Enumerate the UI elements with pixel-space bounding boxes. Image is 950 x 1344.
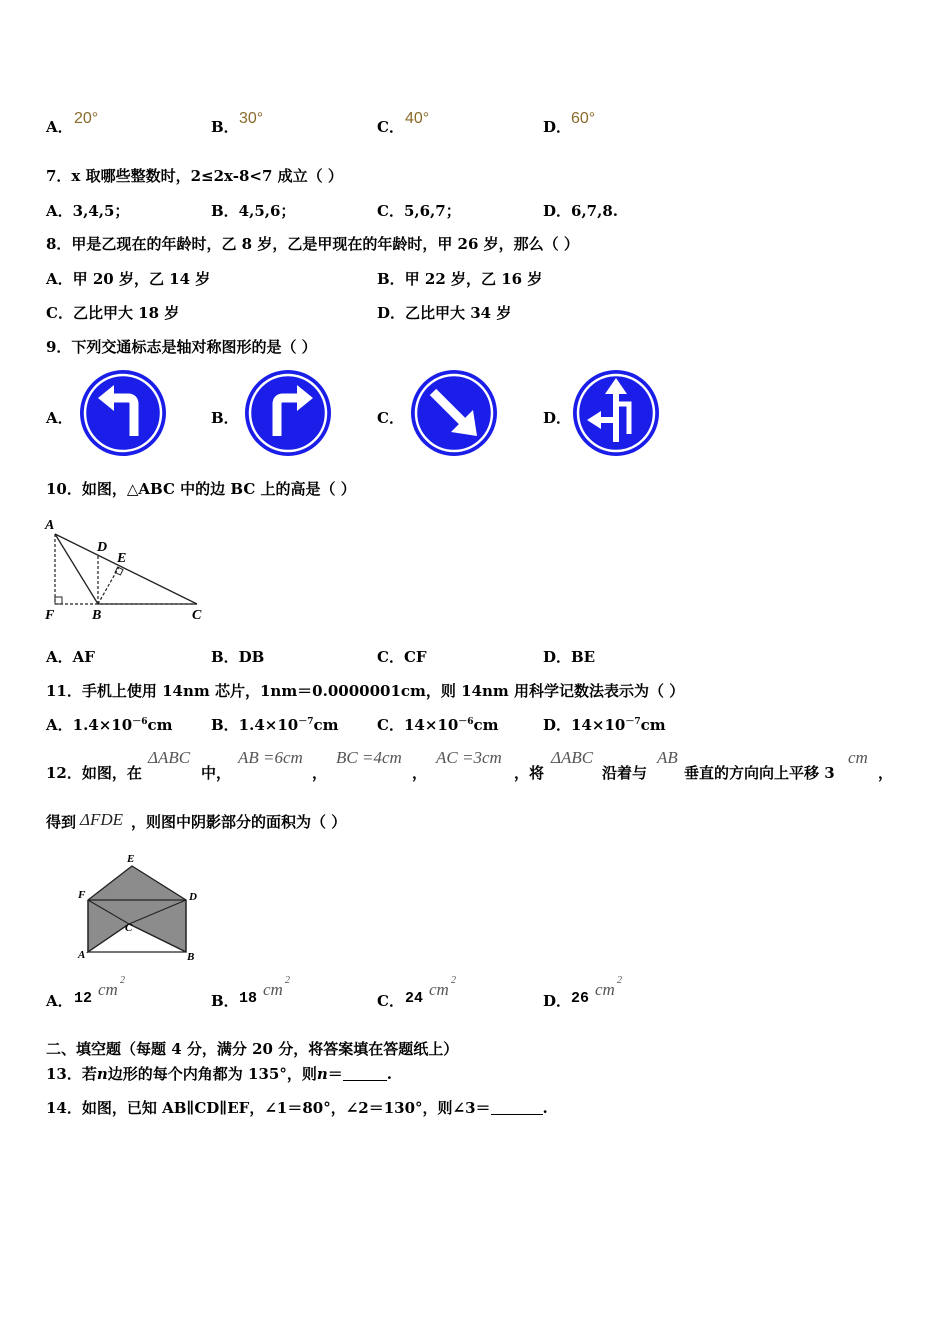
turn-left-sign-icon [78, 368, 168, 458]
q9-letter-d: D． [543, 409, 572, 427]
q6-option-d-value: 60° [571, 110, 596, 127]
q9-letter-b: B． [211, 409, 239, 427]
q13-answer-blank[interactable] [343, 1066, 387, 1081]
q12-tri-abc: ΔABC [148, 748, 191, 767]
section-title: 二、填空题（每题 4 分，满分 20 分，将答案填在答题纸上） [46, 1040, 459, 1058]
q13-stem: 13．若n边形的每个内角都为 135°，则n＝ . [46, 1065, 392, 1083]
q14-answer-blank[interactable] [491, 1100, 543, 1115]
q14-stem: 14．如图，已知 AB∥CD∥EF，∠1＝80°，∠2＝130°，则∠3＝ . [46, 1099, 548, 1117]
q8-stem: 8．甲是乙现在的年龄时，乙 8 岁，乙是甲现在的年龄时，甲 26 岁，那么（ ） [46, 235, 579, 253]
q12-label-f: F [78, 889, 86, 901]
q6-option-b-letter: B． [211, 118, 239, 136]
q10-option-d: D．BE [543, 648, 596, 666]
q6-option-c-value: 40° [405, 110, 430, 127]
q10-label-f: F [45, 608, 55, 623]
q12-cm-unit: cm [848, 748, 868, 767]
q7-option-b: B．4,5,6； [211, 202, 296, 220]
q10-label-e: E [117, 551, 127, 566]
q7-option-d: D．6,7,8. [543, 202, 618, 220]
q11-option-b: B．$1.4\times 10^{-7}cm$ [211, 716, 339, 734]
q11-stem: 11．手机上使用 14nm 芯片，1nm＝0.0000001cm，则 14nm 用科学记数法表示为（ ） [46, 682, 685, 700]
q12-label-e: E [127, 853, 135, 865]
q9-letter-c: C． [377, 409, 404, 427]
q12-bc-length: BC =4cm [336, 748, 402, 767]
q6-option-d-letter: D． [543, 118, 572, 136]
q8-option-c: C．乙比甲大 18 岁 [46, 304, 180, 322]
straight-or-left-sign-icon [571, 368, 661, 458]
q12-label-d: D [189, 891, 197, 903]
q9-letter-a: A． [46, 409, 73, 427]
q12-tri-fde: ΔFDE [80, 810, 124, 829]
q10-label-b: B [92, 608, 102, 623]
q10-stem: 10．如图，△ABC 中的边 BC 上的高是（ ） [46, 480, 356, 498]
turn-right-sign-icon [243, 368, 333, 458]
q12-ab-ref: AB [657, 748, 678, 767]
q12-translation-figure [72, 850, 212, 965]
q12-ab-length: AB =6cm [238, 748, 303, 767]
q7-option-c: C．5,6,7； [377, 202, 461, 220]
q11-option-c: C．$14\times 10^{-6}cm$ [377, 716, 499, 734]
q10-label-d: D [97, 540, 108, 555]
q12-ac-length: AC =3cm [436, 748, 502, 767]
q12-label-a: A [78, 949, 86, 961]
q10-option-c: C．CF [377, 648, 427, 666]
q11-option-d: D．$14\times 10^{-7}cm$ [543, 716, 666, 734]
q12-label-c: C [125, 922, 133, 934]
diagonal-arrow-sign-icon [409, 368, 499, 458]
q8-option-d: D．乙比甲大 34 岁 [377, 304, 512, 322]
q10-option-b: B．DB [211, 648, 265, 666]
q12-label-b: B [187, 951, 195, 963]
q8-option-a: A．甲 20 岁，乙 14 岁 [46, 270, 211, 288]
q9-stem: 9．下列交通标志是轴对称图形的是（ ） [46, 338, 317, 356]
q7-option-a: A．3,4,5； [46, 202, 130, 220]
q6-option-a-letter: A． [46, 118, 73, 136]
q8-option-b: B．甲 22 岁，乙 16 岁 [377, 270, 543, 288]
q6-option-a-value: 20° [74, 110, 99, 127]
q12-tri-abc-2: ΔABC [551, 748, 594, 767]
q10-triangle-figure [40, 512, 220, 627]
q10-option-a: A．AF [46, 648, 95, 666]
q11-option-a: A．$1.4\times 10^{-6}cm$ [46, 716, 173, 734]
q10-label-a: A [45, 518, 55, 533]
q6-option-c-letter: C． [377, 118, 404, 136]
q6-option-b-value: 30° [239, 110, 264, 127]
q7-stem: 7．x 取哪些整数时，2≤2x-8<7 成立（ ） [46, 167, 343, 185]
q10-label-c: C [192, 608, 202, 623]
